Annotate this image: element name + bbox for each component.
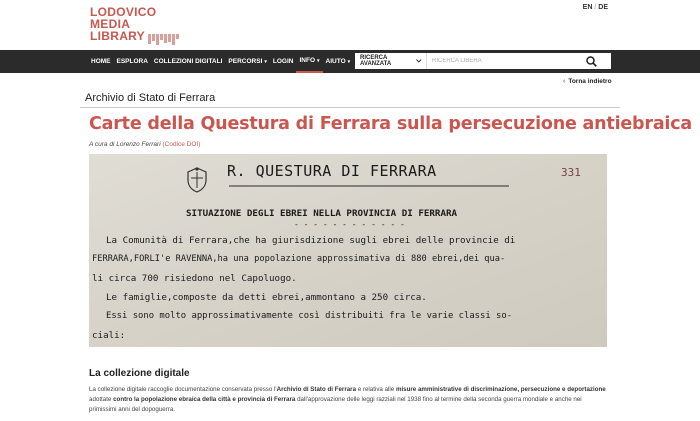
chevron-down-icon: ▾ [347, 58, 351, 65]
search-input[interactable] [427, 53, 571, 69]
document-image[interactable] [89, 154, 607, 347]
divider [80, 107, 620, 108]
nav-collezioni-label: COLLEZIONI DIGITALI [153, 58, 223, 65]
advanced-search-label: RICERCA AVANZATA [360, 55, 392, 67]
collection-text-2: e relativa alle [356, 386, 396, 393]
collection-bold-2: misure amministrative di discriminazione, persecuzione e deportazione [395, 386, 606, 393]
logo-bars-icon [148, 34, 179, 45]
logo-line-1: LODOVICO [90, 5, 157, 19]
nav-collezioni-digitali[interactable] [151, 50, 226, 73]
chevron-down-icon: ▾ [264, 58, 267, 65]
search-bar [355, 53, 611, 69]
nav-home[interactable] [88, 50, 114, 73]
lang-en-link[interactable]: EN [582, 4, 593, 11]
site-header [0, 0, 700, 50]
site-logo[interactable] [90, 6, 180, 46]
section-title: Archivio di Stato di Ferrara [85, 92, 216, 104]
curator-name: A cura di Lorenzo Ferrari [89, 141, 161, 148]
crest-icon [184, 166, 210, 194]
document-line-2: FERRARA,FORLI'e RAVENNA,ha una popolazione approssimativa di 880 ebrei,dei qua- [92, 254, 506, 264]
collection-text-1: La collezione digitale raccoglie documentazione conservata presso l' [89, 386, 277, 393]
document-line-5: Essi sono molto approssimativamente così distribuiti fra le varie classi so- [106, 311, 513, 321]
page-title: Carte della Questura di Ferrara sulla persecuzione antiebraica [89, 114, 693, 134]
collection-bold-3: contro la popolazione ebraica della città e provincia di Ferrara [113, 396, 296, 403]
main-navbar [0, 50, 700, 73]
chevron-down-icon [416, 59, 422, 63]
nav-info[interactable] [296, 50, 322, 73]
main-nav [88, 50, 353, 73]
chevron-left-icon: ‹ [563, 78, 566, 85]
advanced-search-dropdown[interactable] [355, 53, 427, 69]
document-number: 331 [561, 166, 581, 179]
lang-separator: / [594, 4, 597, 11]
document-header: R. QUESTURA DI FERRARA [227, 162, 437, 180]
document-line-1: La Comunità di Ferrara,che ha giurisdizione sugli ebrei delle provincie di [106, 235, 516, 246]
document-line-4: Le famiglie,composte da detti ebrei,ammontano a 250 circa. [106, 292, 427, 303]
document-line-3: li circa 700 risiedono nel Capoluogo. [92, 273, 297, 284]
back-link[interactable] [563, 78, 612, 85]
collection-description [89, 385, 609, 415]
search-icon [586, 56, 597, 67]
logo-line-2: MEDIA [90, 17, 131, 31]
document-line-6: ciali: [92, 330, 126, 341]
collection-bold-1: Archivio di Stato di Ferrara [276, 386, 357, 393]
document-dashes: - - - - - - - - - - - - [294, 220, 405, 229]
logo-line-3: LIBRARY [90, 29, 145, 43]
lang-de-link[interactable]: DE [598, 4, 608, 11]
nav-login-label: LOGIN [272, 58, 294, 65]
back-link-label: Torna indietro [568, 78, 612, 85]
nav-home-label: HOME [91, 58, 111, 65]
search-button[interactable] [571, 53, 611, 69]
doi-link[interactable]: (Codice DOI) [162, 141, 201, 148]
curator-line [89, 141, 200, 148]
nav-esplora[interactable] [114, 50, 151, 73]
nav-info-label: INFO [299, 57, 316, 64]
nav-aiuto[interactable] [323, 50, 354, 73]
chevron-down-icon: ▾ [317, 57, 320, 64]
collection-text-4: dall'approvazione delle leggi razziali nel 1938 fino al termine della seconda guerra mondiale e anche nei primissimi anni del dopoguerra. [89, 396, 582, 413]
language-switcher [583, 4, 608, 11]
nav-percorsi[interactable] [225, 50, 269, 73]
nav-login[interactable] [270, 50, 297, 73]
collection-text-3: adottate [89, 396, 114, 403]
nav-aiuto-label: AIUTO [325, 58, 346, 65]
nav-percorsi-label: PERCORSI [228, 58, 263, 65]
document-heading: SITUAZIONE DEGLI EBREI NELLA PROVINCIA DI FERRARA [186, 208, 458, 219]
collection-title: La collezione digitale [89, 368, 190, 379]
nav-esplora-label: ESPLORA [116, 58, 148, 65]
